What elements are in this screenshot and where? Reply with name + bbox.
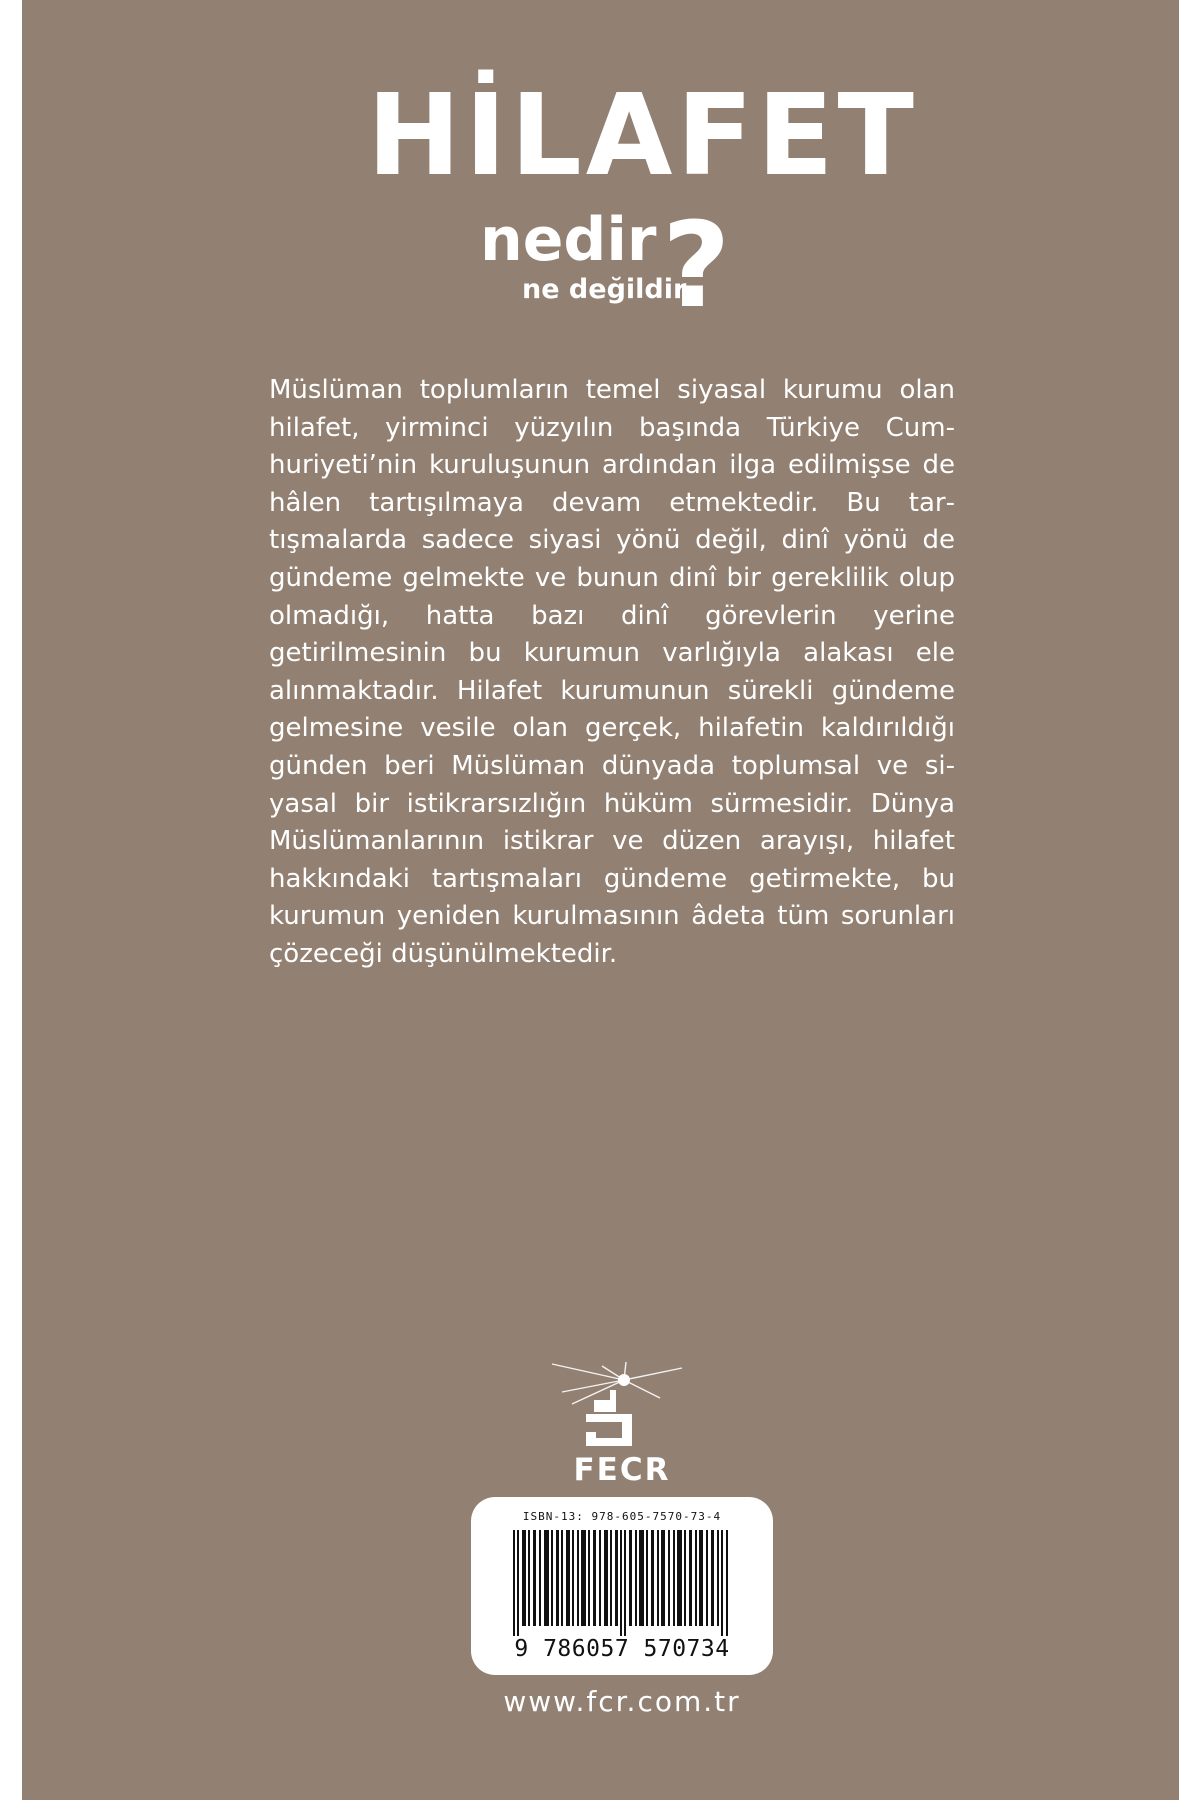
back-cover-blurb: Müslüman toplumların temel siyasal kurumu olan hilafet, yirminci yüzyılın başında Türkiye Cumhuriyeti’nin kuruluşunun ardından ilga edilmişse de hâlen tartışılmaya devam etmektedir. Bu tartışmalarda sadece siyasi yönü değil, dinî yönü de gündeme gelmekte ve bunun dinî bir gereklilik olup olmadığı, hatta bazı dinî görevlerin yerine getirilmesinin bu kurumun varlığıyla alakası ele alınmaktadır. Hilafet kurumunun sürekli gündeme gelmesine vesile olan gerçek, hilafetin kaldırıldığı günden beri Müslüman dünyada toplumsal ve siyasal bir istikrarsızlığın hüküm sürmesidir. Dünya Müslümanlarının istikrar ve düzen arayışı, hilafet hakkındaki tartışmaları gündeme getirmekte, bu kurumun yeniden kurulmasının âdeta tüm sorunları çözeceği düşünülmektedir. xyxy=(269,375,955,969)
book-title: HİLAFET xyxy=(367,71,918,201)
publisher-website[interactable]: www.fcr.com.tr xyxy=(503,1685,741,1718)
publisher-name: FECR xyxy=(573,1452,671,1488)
isbn-label: ISBN-13: 978-605-7570-73-4 xyxy=(522,1510,722,1523)
barcode-icon xyxy=(513,1530,731,1636)
question-mark: ? xyxy=(662,196,731,334)
book-back-cover xyxy=(22,0,1179,1800)
barcode-number: 9 786057 570734 xyxy=(514,1636,730,1662)
book-subtitle: nedir xyxy=(480,205,657,275)
book-subtitle-secondary: ne değildir xyxy=(522,274,687,305)
barcode-panel xyxy=(471,1497,773,1675)
